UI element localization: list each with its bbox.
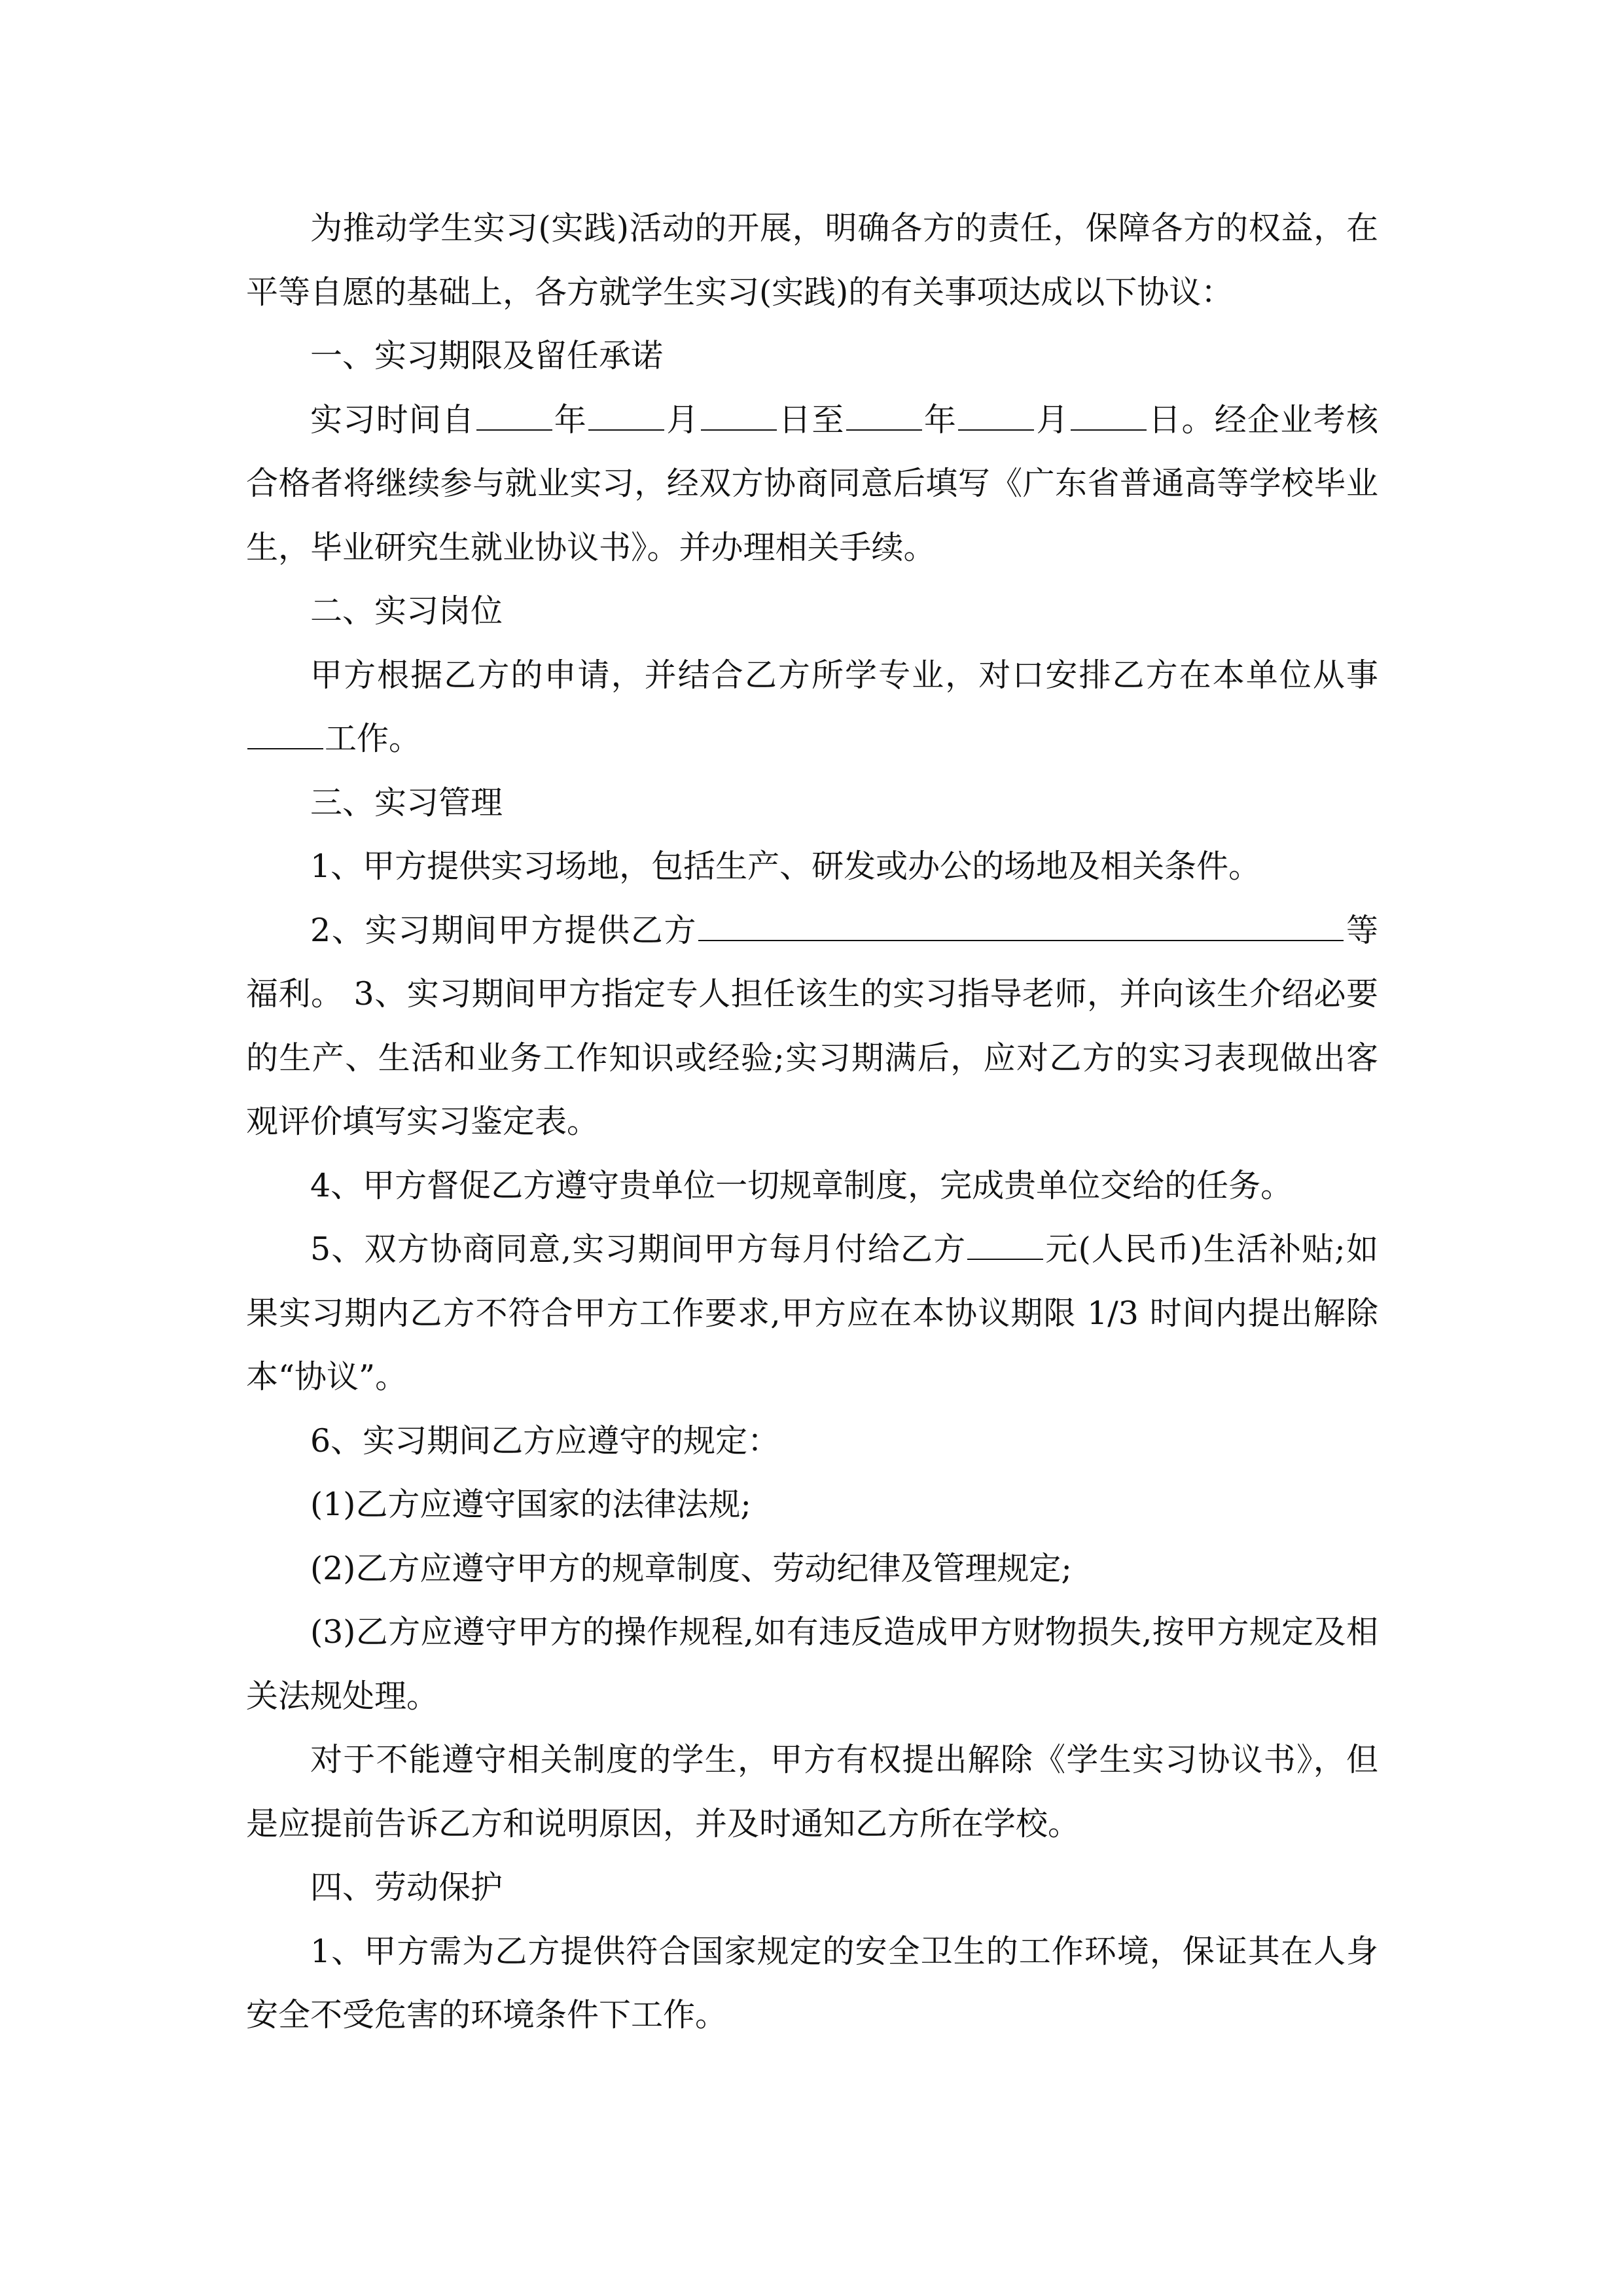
section-1-title: 一、实习期限及留任承诺 [310, 337, 664, 374]
year-label-2: 年 [923, 401, 957, 439]
start-month-blank [588, 403, 664, 431]
rule-3: (3)乙方应遵守甲方的操作规程,如有违反造成甲方财物损失,按甲方规定及相关法规处理。 [246, 1613, 1378, 1715]
section-3-item-1: 1、甲方提供实习场地，包括生产、研发或办公的场地及相关条件。 [310, 848, 1261, 885]
end-day-blank [1071, 403, 1147, 431]
section-2-paragraph [246, 643, 1378, 771]
document-page [246, 196, 1378, 2047]
job-blank [247, 722, 323, 749]
end-month-blank [958, 403, 1034, 431]
end-year-blank [846, 403, 922, 431]
section-4-title: 四、劳动保护 [310, 1869, 503, 1906]
position-text: 甲方根据乙方的申请，并结合乙方所学专业，对口安排乙方在本单位从事 [310, 656, 1378, 694]
allowance-text: 元(人民币)生活补贴;如果实习期内乙方不符合甲方工作要求,甲方应在本协议期限 1/3 时间内提出解除本“协议”。 [246, 1230, 1378, 1395]
rule-1: (1)乙方应遵守国家的法律法规; [310, 1486, 751, 1523]
month-label-2: 月 [1035, 401, 1069, 439]
benefits-text: 等福利。 3、实习期间甲方指定专人担任该生的实习指导老师，并向该生介绍必要的生产、生活和业务工作知识或经验;实习期满后，应对乙方的实习表现做出客观评价填写实习鉴定表。 [246, 911, 1378, 1140]
year-label: 年 [553, 401, 588, 439]
intro-paragraph: 为推动学生实习(实践)活动的开展，明确各方的责任，保障各方的权益，在平等自愿的基础上，各方就学生实习(实践)的有关事项达成以下协议： [246, 209, 1378, 311]
start-day-blank [701, 403, 777, 431]
section-3-item-6: 6、实习期间乙方应遵守的规定： [310, 1422, 780, 1460]
termination-note: 对于不能遵守相关制度的学生，甲方有权提出解除《学生实习协议书》，但是应提前告诉乙方和说明原因，并及时通知乙方所在学校。 [246, 1741, 1378, 1842]
day-to-label: 日至 [777, 401, 845, 439]
benefits-label: 2、实习期间甲方提供乙方 [310, 911, 698, 949]
internship-period-label: 实习时间自 [310, 401, 475, 439]
section-2-title: 二、实习岗位 [310, 592, 503, 630]
section-3-item-4: 4、甲方督促乙方遵守贵单位一切规章制度，完成贵单位交给的任务。 [310, 1166, 1293, 1204]
section-3-item-2 [246, 899, 1378, 1154]
allowance-label: 5、双方协商同意,实习期间甲方每月付给乙方 [310, 1230, 967, 1268]
rule-2: (2)乙方应遵守甲方的规章制度、劳动纪律及管理规定; [310, 1549, 1072, 1587]
section-3-title: 三、实习管理 [310, 783, 503, 821]
allowance-blank [967, 1232, 1043, 1260]
start-year-blank [476, 403, 552, 431]
work-label: 工作。 [325, 720, 421, 757]
section-1-paragraph [246, 388, 1378, 580]
month-label: 月 [666, 401, 700, 439]
benefits-blank [698, 914, 1344, 941]
retention-text: 日。经企业考核合格者将继续参与就业实习，经双方协商同意后填写《广东省普通高等学校毕业生，毕业研究生就业协议书》。并办理相关手续。 [246, 401, 1378, 566]
section-3-item-5 [246, 1217, 1378, 1409]
section-4-item-1: 1、甲方需为乙方提供符合国家规定的安全卫生的工作环境，保证其在人身安全不受危害的环境条件下工作。 [246, 1932, 1378, 2034]
